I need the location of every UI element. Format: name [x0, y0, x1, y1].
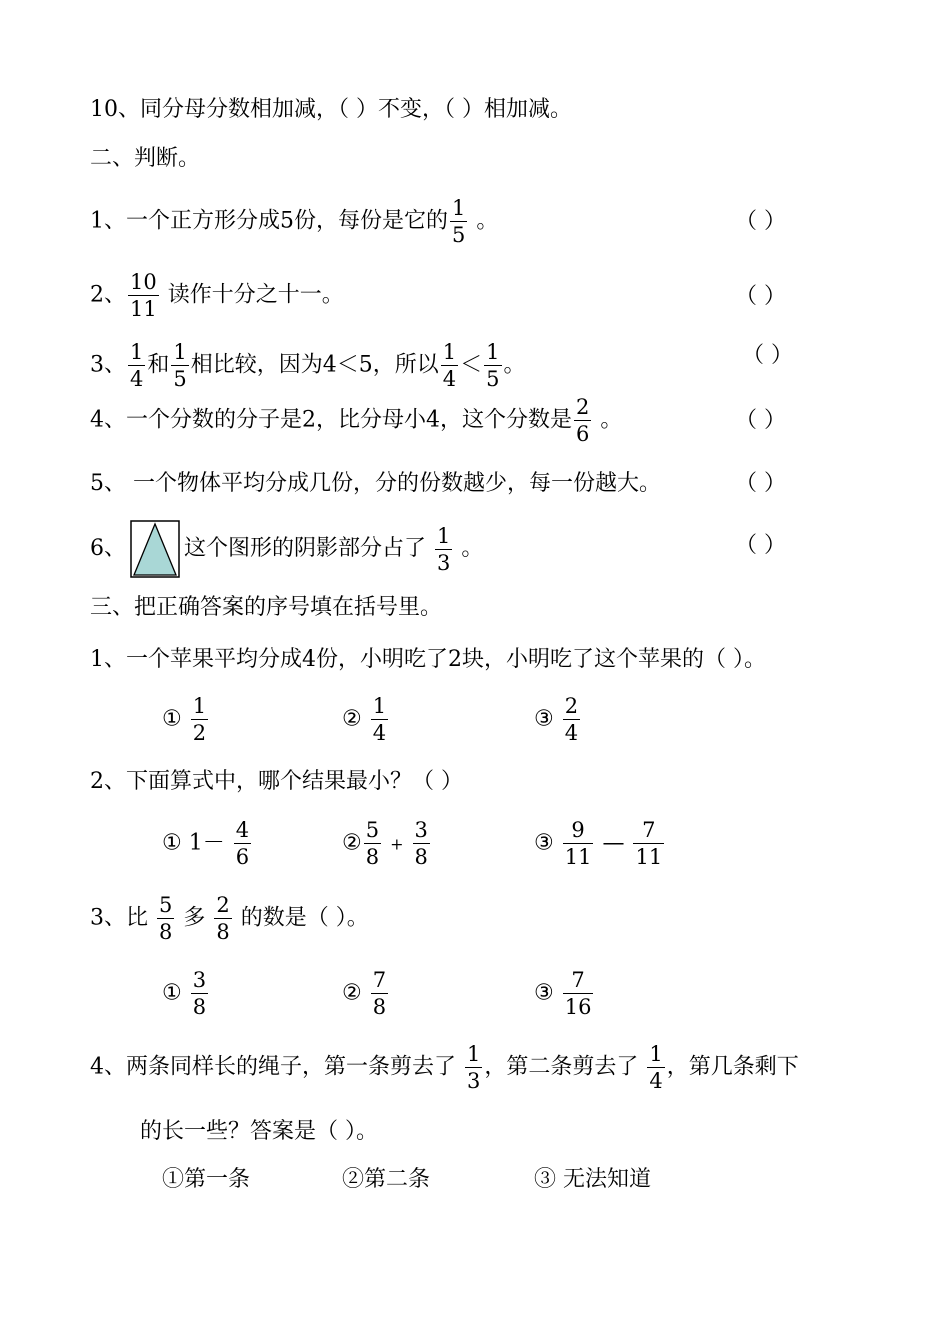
q1-option-3[interactable]: ③ $\frac{2}{4}$ — [534, 694, 579, 745]
numerator: 1 — [372, 694, 387, 718]
denominator: 4 — [649, 1069, 663, 1093]
denominator: 3 — [437, 550, 451, 575]
q1-option-1[interactable]: ① $\frac{1}{2}$ — [162, 694, 207, 745]
fraction — [441, 340, 458, 391]
denominator: 8 — [192, 995, 207, 1019]
fraction — [574, 395, 591, 446]
fraction — [563, 968, 594, 1019]
numerator: 5 — [159, 893, 173, 917]
numerator: 1 — [486, 340, 500, 364]
denominator: 11 — [635, 845, 663, 869]
denominator: 2 — [192, 721, 207, 745]
section3-heading: 三、把正确答案的序号填在括号里。 — [90, 595, 443, 620]
fraction — [128, 270, 159, 321]
judge-item-5: 5、 一个物体平均分成几份，分的份数越少，每一份越大。 — [90, 471, 661, 496]
denominator: 8 — [414, 845, 428, 869]
denominator: 4 — [372, 721, 387, 745]
numerator: 7 — [642, 818, 656, 842]
denominator: 4 — [442, 367, 457, 391]
denominator: 8 — [216, 920, 230, 944]
judge-item-1: 1、一个正方形分成5份，每份是它的 $\frac{1}{5}$ 。 — [90, 196, 499, 247]
fraction — [633, 818, 664, 869]
fraction — [413, 818, 430, 869]
fraction — [191, 968, 208, 1019]
choice-q3: 3、比 $\frac{5}{8}$ 多 $\frac{2}{8}$ 的数是（ ）。 — [90, 893, 369, 944]
q10-line: 10、同分母分数相加减，（ ）不变，（ ）相加减。 — [90, 97, 573, 122]
numerator: 1 — [173, 340, 187, 364]
q1-option-2[interactable]: ② $\frac{1}{4}$ — [342, 694, 387, 745]
numerator: 7 — [372, 968, 387, 992]
choice-q1: 1、一个苹果平均分成4份，小明吃了2块，小明吃了这个苹果的（ ）。 — [90, 647, 766, 672]
fraction — [364, 818, 381, 869]
fraction — [484, 340, 501, 391]
fraction — [214, 893, 231, 944]
choice-q4-line2: 的长一些？答案是（ ）。 — [140, 1119, 378, 1144]
judge-item-2: 2、 $\frac{10}{11}$ 读作十分之十一。 — [90, 270, 344, 321]
fraction — [191, 694, 208, 745]
q3-option-2[interactable]: ② $\frac{7}{8}$ — [342, 968, 387, 1019]
fraction — [128, 340, 145, 391]
denominator: 4 — [130, 367, 144, 391]
denominator: 16 — [564, 995, 592, 1019]
q4-option-3[interactable]: ③ 无法知道 — [534, 1167, 651, 1192]
denominator: 11 — [564, 845, 592, 869]
denominator: 5 — [173, 367, 187, 391]
q2-option-2[interactable]: ② $\frac{5}{8}$ + $\frac{3}{8}$ — [342, 818, 428, 869]
answer-blank-2[interactable]: （ ） — [735, 284, 786, 309]
numerator: 10 — [130, 270, 157, 294]
numerator: 2 — [216, 893, 230, 917]
fraction — [563, 818, 594, 869]
q3-option-3[interactable]: ③ $\frac{7}{16}$ — [534, 968, 592, 1019]
numerator: 1 — [437, 523, 451, 548]
numerator: 1 — [442, 340, 457, 364]
answer-blank-1[interactable]: （ ） — [735, 209, 786, 234]
judge-item-6: 6、 这个图形的阴影部分占了 $\frac{1}{3}$ 。 — [90, 520, 483, 578]
denominator: 4 — [564, 721, 579, 745]
q10-blank-2[interactable]: （ ） — [444, 97, 485, 122]
q2-option-3[interactable]: ③ $\frac{9}{11}$ — $\frac{7}{11}$ — [534, 818, 663, 869]
choice-q4: 4、两条同样长的绳子，第一条剪去了 $\frac{1}{3}$ ，第二条剪去了 $\frac{1}{4}$ ，第几条剩下 — [90, 1042, 799, 1093]
q4-option-2[interactable]: ②第二条 — [342, 1167, 431, 1192]
judge-item-4: 4、一个分数的分子是2，比分母小4，这个分数是 $\frac{2}{6}$ 。 — [90, 395, 623, 446]
judge-item-3: 3、 $\frac{1}{4}$ 和 $\frac{1}{5}$ 相比较，因为4＜5，所以 $\frac{1}{4}$ ＜ $\frac{1}{5}$ 。 — [90, 340, 526, 391]
section2-heading: 二、判断。 — [90, 146, 201, 171]
denominator: 5 — [452, 223, 466, 247]
numerator: 1 — [130, 340, 144, 364]
q3-option-1[interactable]: ① $\frac{3}{8}$ — [162, 968, 207, 1019]
fraction — [157, 893, 174, 944]
numerator: 1 — [467, 1042, 481, 1066]
fraction — [435, 524, 452, 575]
shaded-triangle-figure — [130, 520, 180, 578]
numerator: 1 — [649, 1042, 663, 1066]
denominator: 5 — [486, 367, 500, 391]
choice-q2: 2、下面算式中，哪个结果最小？（ ） — [90, 769, 463, 794]
denominator: 6 — [576, 422, 590, 446]
numerator: 2 — [576, 395, 590, 419]
fraction — [563, 694, 580, 745]
fraction — [450, 196, 467, 247]
numerator: 1 — [192, 694, 207, 718]
q4-option-1[interactable]: ①第一条 — [162, 1167, 251, 1192]
numerator: 7 — [571, 968, 585, 992]
fraction — [234, 818, 251, 869]
q2-option-1[interactable]: ① 1－ $\frac{4}{6}$ — [162, 818, 250, 869]
numerator: 3 — [414, 818, 428, 842]
answer-blank-3[interactable]: （ ） — [742, 343, 793, 368]
answer-blank-5[interactable]: （ ） — [735, 471, 786, 496]
denominator: 8 — [365, 845, 380, 869]
numerator: 1 — [452, 196, 466, 220]
numerator: 9 — [571, 818, 585, 842]
denominator: 3 — [467, 1069, 481, 1093]
fraction — [465, 1042, 482, 1093]
numerator: 2 — [564, 694, 579, 718]
answer-blank-4[interactable]: （ ） — [735, 408, 786, 433]
numerator: 3 — [192, 968, 207, 992]
denominator: 6 — [235, 845, 250, 869]
fraction — [371, 968, 388, 1019]
answer-blank-6[interactable]: （ ） — [735, 533, 786, 558]
fraction — [371, 694, 388, 745]
numerator: 5 — [365, 818, 380, 842]
denominator: 8 — [159, 920, 173, 944]
fraction — [647, 1042, 664, 1093]
denominator: 11 — [130, 297, 157, 321]
numerator: 4 — [235, 818, 250, 842]
fraction — [171, 340, 188, 391]
denominator: 8 — [372, 995, 387, 1019]
q10-blank-1[interactable]: （ ） — [338, 97, 379, 122]
